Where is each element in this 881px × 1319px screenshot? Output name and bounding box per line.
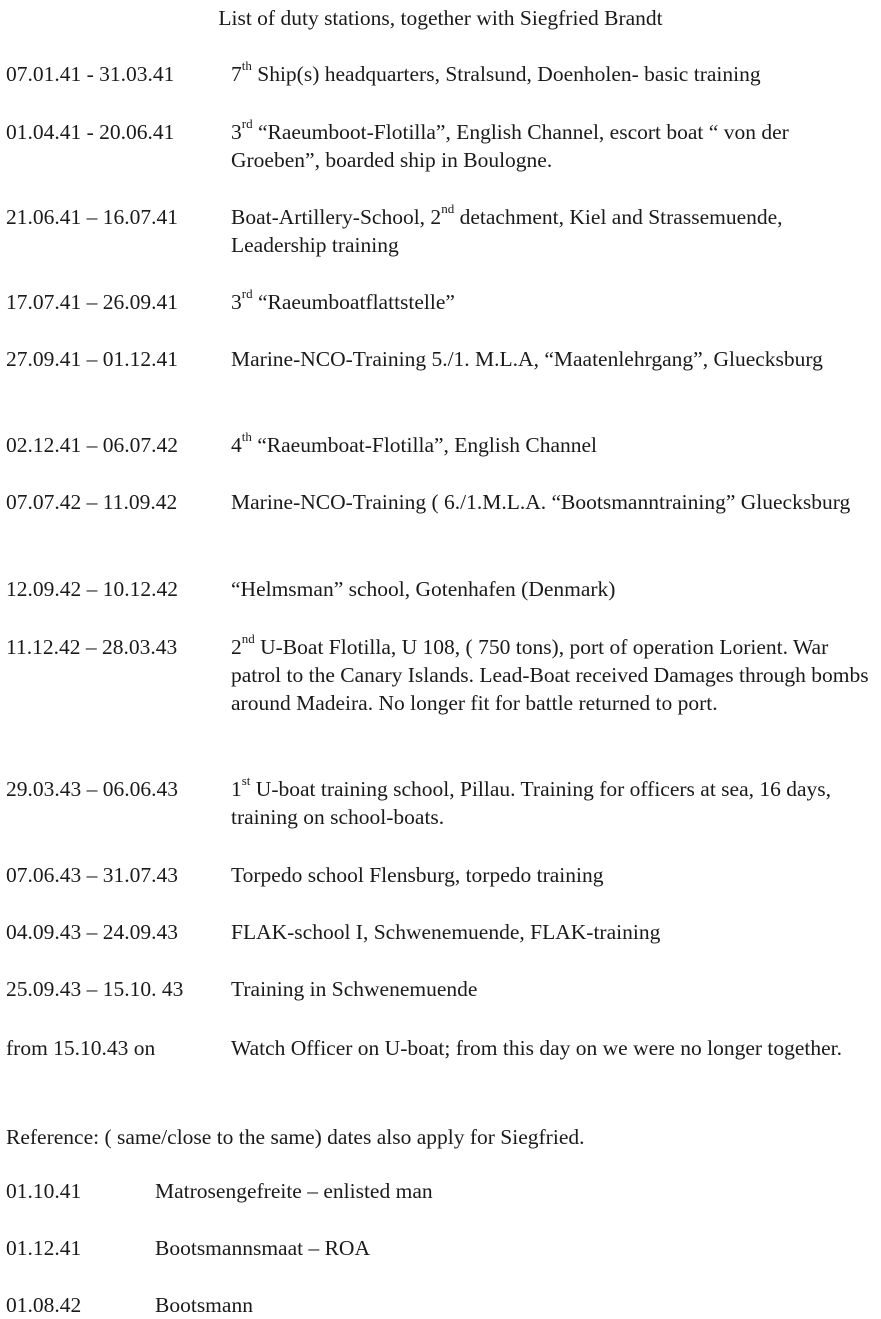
entry-text: 3rd “Raeumboatflattstelle” bbox=[231, 285, 455, 314]
rank-date: 01.12.41 bbox=[6, 1236, 82, 1260]
entry-text: Torpedo school Flensburg, torpedo training bbox=[231, 863, 604, 887]
reference-note: Reference: ( same/close to the same) dates also apply for Siegfried. bbox=[6, 1125, 585, 1149]
rank-title: Matrosengefreite – enlisted man bbox=[155, 1179, 433, 1203]
entry-date: 17.07.41 – 26.09.41 bbox=[6, 290, 178, 314]
entry-text: 2nd U-Boat Flotilla, U 108, ( 750 tons), port of operation Lorient. War patrol to the Canary Islands. Lead-Boat received Damages through bombs around Madeira. No longer fit for battle returned to port. bbox=[231, 630, 869, 715]
entry-date: from 15.10.43 on bbox=[6, 1036, 156, 1060]
page-title: List of duty stations, together with Siegfried Brandt bbox=[218, 6, 663, 30]
entry-text: 3rd “Raeumboot-Flotilla”, English Channel, escort boat “ von der Groeben”, boarded ship in Boulogne. bbox=[231, 115, 789, 172]
entry-date: 12.09.42 – 10.12.42 bbox=[6, 577, 178, 601]
rank-title: Bootsmann bbox=[155, 1293, 253, 1317]
entry-date: 02.12.41 – 06.07.42 bbox=[6, 433, 178, 457]
entry-date: 07.07.42 – 11.09.42 bbox=[6, 490, 178, 514]
entry-text: Watch Officer on U-boat; from this day on we were no longer together. bbox=[231, 1036, 843, 1060]
entry-text: 7th Ship(s) headquarters, Stralsund, Doenholen- basic training bbox=[231, 57, 761, 86]
rank-date: 01.08.42 bbox=[6, 1293, 82, 1317]
entry-date: 07.01.41 - 31.03.41 bbox=[6, 62, 175, 86]
entry-date: 29.03.43 – 06.06.43 bbox=[6, 777, 178, 801]
rank-title: Bootsmannsmaat – ROA bbox=[155, 1236, 370, 1260]
entry-text: FLAK-school I, Schwenemuende, FLAK-training bbox=[231, 920, 661, 944]
entry-date: 25.09.43 – 15.10. 43 bbox=[6, 977, 184, 1001]
entry-text: Marine-NCO-Training 5./1. M.L.A, “Maatenlehrgang”, Gluecksburg bbox=[231, 347, 823, 371]
entry-text: Marine-NCO-Training ( 6./1.M.L.A. “Bootsmanntraining” Gluecksburg bbox=[231, 490, 851, 514]
entry-date: 04.09.43 – 24.09.43 bbox=[6, 920, 178, 944]
entry-date: 21.06.41 – 16.07.41 bbox=[6, 205, 178, 229]
rank-date: 01.10.41 bbox=[6, 1179, 82, 1203]
entry-date: 01.04.41 - 20.06.41 bbox=[6, 120, 175, 144]
entry-text: 1st U-boat training school, Pillau. Training for officers at sea, 16 days, training on school-boats. bbox=[231, 772, 832, 829]
entry-text: Training in Schwenemuende bbox=[231, 977, 478, 1001]
entry-text: Boat-Artillery-School, 2nd detachment, Kiel and Strassemuende, Leadership training bbox=[231, 200, 783, 257]
entry-date: 07.06.43 – 31.07.43 bbox=[6, 863, 178, 887]
entry-date: 27.09.41 – 01.12.41 bbox=[6, 347, 178, 371]
entry-date: 11.12.42 – 28.03.43 bbox=[6, 635, 178, 659]
entry-text: “Helmsman” school, Gotenhafen (Denmark) bbox=[231, 577, 616, 601]
entry-text: 4th “Raeumboat-Flotilla”, English Channel bbox=[231, 428, 597, 457]
